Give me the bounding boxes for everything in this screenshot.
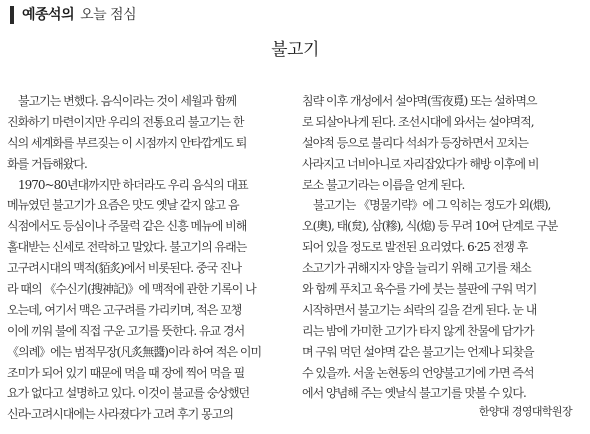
right-line: 사라지고 너비아니로 자리잡았다가 해방 이후에 비	[302, 156, 539, 171]
left-line: 이에 끼워 불에 직접 구운 고기를 뜻한다. 유교 경서	[7, 323, 245, 338]
header-bar	[10, 6, 14, 24]
right-line: 며 구워 먹던 설야멱 같은 불고기는 언제나 되찾을	[302, 344, 534, 359]
right-line: 와 함께 푸치고 육수를 가에 붓는 불판에 구워 먹기	[302, 282, 537, 297]
column-series: 오늘 점심	[80, 7, 137, 23]
left-line: 불고기는 변했다. 음식이라는 것이 세월과 함께	[7, 94, 237, 108]
right-column	[302, 91, 585, 404]
right-line: 되어 있을 정도로 발전된 요리였다. 6·25 전쟁 후	[302, 240, 528, 255]
right-line: 수 있을까. 서울 논현동의 언양불고기에 가면 즉석	[302, 365, 534, 380]
author-byline: 한양대 경영대학원장	[478, 405, 572, 418]
left-line: 메뉴였던 불고기가 요즘은 맛도 옛날 같지 않고 음	[7, 198, 239, 213]
left-line: 《의례》에는 범적무장(凡炙無醬)이라 하여 적은 이미	[7, 344, 262, 359]
column-author: 예종석의	[22, 7, 75, 23]
left-line: 홀대받는 신세로 전락하고 말았다. 불고기의 유래는	[7, 240, 247, 255]
left-line: 오는데, 여기서 맥은 고구려를 가리키며, 적은 꼬챙	[7, 302, 242, 317]
left-line: 조미가 되어 있기 때문에 먹을 때 장에 찍어 먹을 필	[7, 365, 245, 380]
left-column	[7, 91, 290, 425]
left-line: 라 때의 《수신기(搜神記)》에 맥적에 관한 기록이 나	[7, 282, 256, 297]
left-line: 요가 없다고 설명하고 있다. 이것이 불교를 숭상했던	[7, 386, 250, 401]
right-line: 오(奧), 태(炱), 삼(糝), 식(熄) 등 무려 10여 단계로 구분	[302, 219, 558, 234]
right-line: 시작하면서 불고기는 쇠락의 길을 걷게 된다. 눈 내	[302, 302, 537, 317]
left-line: 식점에서도 등심이나 주물럭 같은 신흥 메뉴에 비해	[7, 219, 247, 234]
right-line: 에서 양념해 주는 옛날식 불고기를 맛볼 수 있다.	[302, 386, 526, 401]
right-line: 로소 불고기라는 이름을 얻게 된다.	[302, 177, 465, 192]
left-line: 화를 거듭해왔다.	[7, 156, 87, 171]
left-line: 진화하기 마련이지만 우리의 전통요리 불고기는 한	[7, 114, 244, 129]
left-line: 신라·고려시대에는 사라졌다가 고려 후기 몽고의	[7, 407, 233, 422]
left-line: 고구려시대의 맥적(貊炙)에서 비롯된다. 중국 진나	[7, 261, 242, 276]
right-line: 불고기는 《명물기략》에 그 익히는 정도가 외(煨),	[302, 198, 551, 213]
right-line: 로 되살아나게 된다. 조선시대에 와서는 설야멱적,	[302, 114, 534, 129]
right-line: 리는 밤에 가미한 고기가 타지 않게 찬물에 담가가	[302, 323, 534, 338]
right-line: 침략 이후 개성에서 설야멱(雪夜覓) 또는 설하멱으	[302, 94, 537, 108]
article-title: 불고기	[271, 40, 319, 60]
right-line: 설야적 등으로 불리다 석쇠가 등장하면서 꼬치는	[302, 135, 528, 150]
column-name	[22, 6, 136, 24]
left-line: 식의 세계화를 부르짖는 이 시점까지 안타깝게도 퇴	[7, 135, 247, 150]
right-line: 소고기가 귀해지자 양을 늘리기 위해 고기를 채소	[302, 261, 531, 276]
left-line: 1970~80년대까지만 하더라도 우리 음식의 대표	[7, 177, 248, 192]
column-header	[0, 0, 590, 30]
